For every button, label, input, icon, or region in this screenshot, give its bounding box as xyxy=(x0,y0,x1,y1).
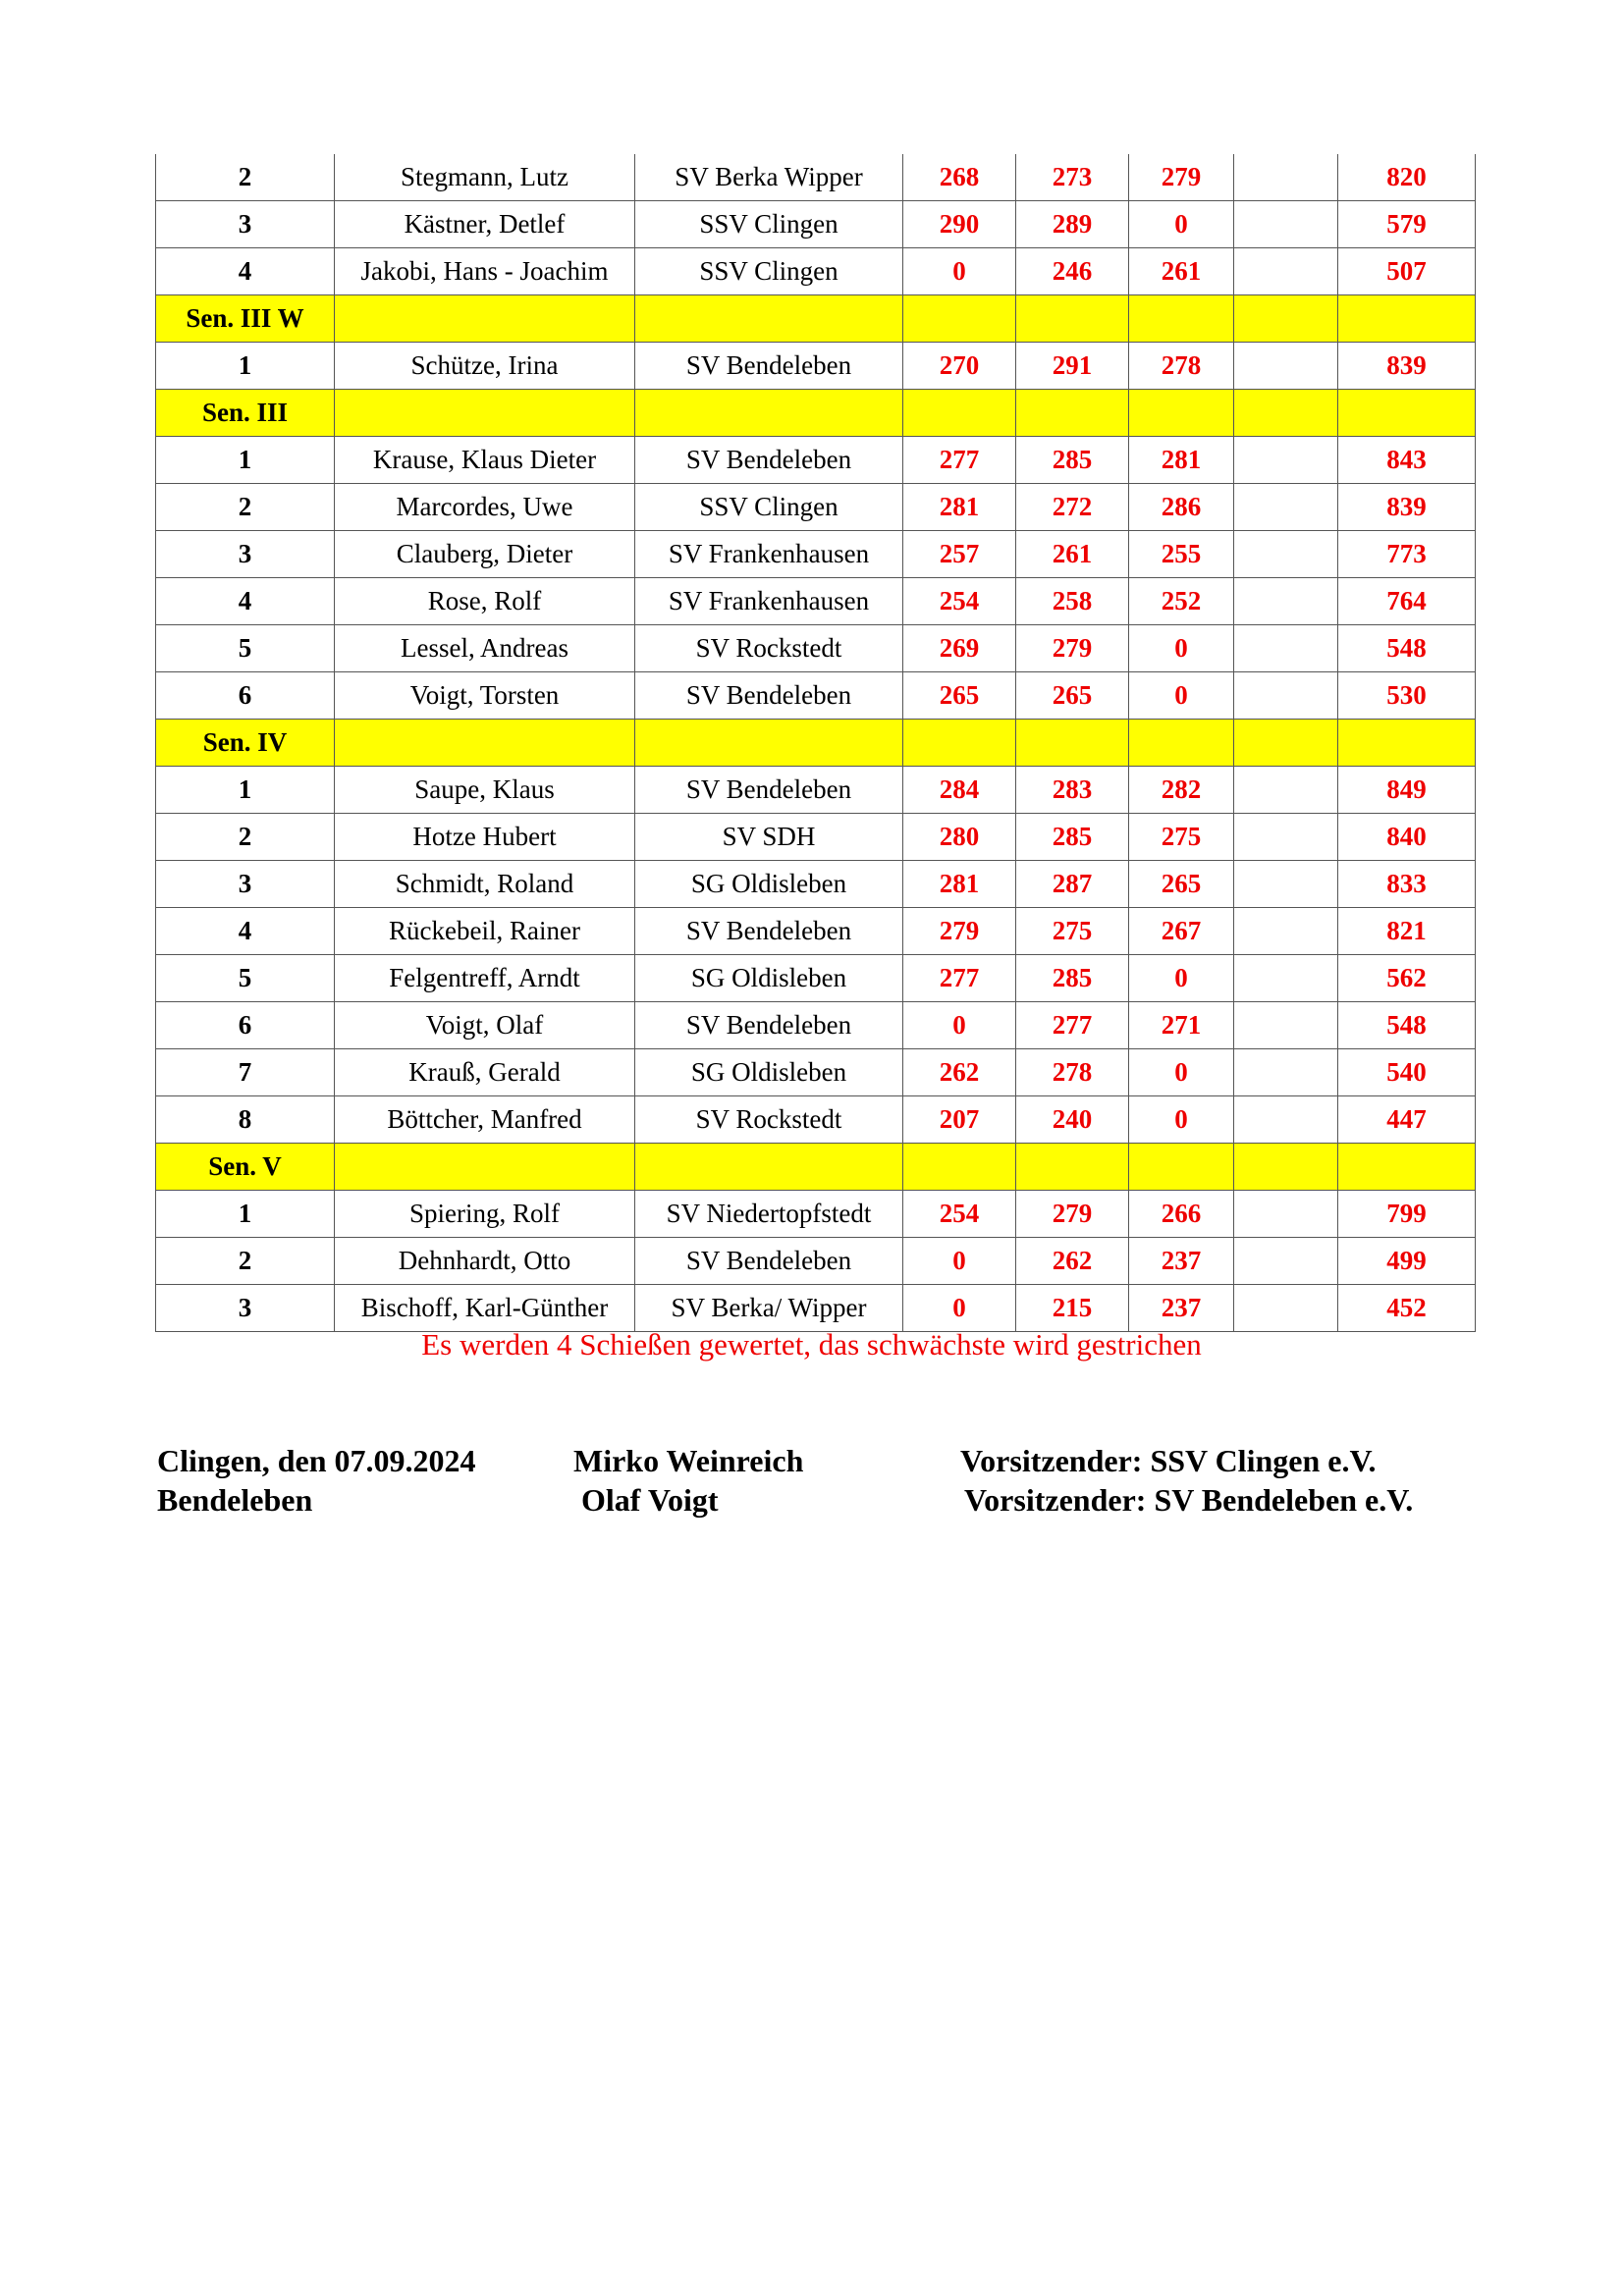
category-empty-cell xyxy=(335,295,635,343)
club-cell: SV Bendeleben xyxy=(635,908,903,955)
place-cell: 6 xyxy=(156,672,335,720)
results-table xyxy=(155,154,1476,1332)
score-1-cell: 281 xyxy=(903,484,1016,531)
score-1-cell: 265 xyxy=(903,672,1016,720)
club-cell: SV Frankenhausen xyxy=(635,531,903,578)
place-cell: 2 xyxy=(156,814,335,861)
total-cell: 764 xyxy=(1338,578,1476,625)
category-empty-cell xyxy=(635,390,903,437)
club-cell: SV Bendeleben xyxy=(635,1238,903,1285)
total-cell: 839 xyxy=(1338,484,1476,531)
shooter-name-cell: Rose, Rolf xyxy=(335,578,635,625)
score-4-cell xyxy=(1234,248,1338,295)
score-4-cell xyxy=(1234,1238,1338,1285)
club-cell: SV Niedertopfstedt xyxy=(635,1191,903,1238)
table-row xyxy=(156,484,1476,531)
shooter-name-cell: Krauß, Gerald xyxy=(335,1049,635,1096)
total-cell: 507 xyxy=(1338,248,1476,295)
total-cell: 562 xyxy=(1338,955,1476,1002)
category-empty-cell xyxy=(635,295,903,343)
club-cell: SSV Clingen xyxy=(635,484,903,531)
table-row xyxy=(156,343,1476,390)
score-4-cell xyxy=(1234,1049,1338,1096)
score-4-cell xyxy=(1234,437,1338,484)
score-3-cell: 0 xyxy=(1129,1049,1234,1096)
score-1-cell: 0 xyxy=(903,248,1016,295)
category-empty-cell xyxy=(335,390,635,437)
shooter-name-cell: Jakobi, Hans - Joachim xyxy=(335,248,635,295)
category-empty-cell xyxy=(1234,720,1338,767)
score-1-cell: 284 xyxy=(903,767,1016,814)
place-cell: 2 xyxy=(156,484,335,531)
score-4-cell xyxy=(1234,578,1338,625)
score-2-cell: 265 xyxy=(1016,672,1129,720)
score-3-cell: 252 xyxy=(1129,578,1234,625)
signature-name-2: Olaf Voigt xyxy=(581,1482,719,1518)
shooter-name-cell: Marcordes, Uwe xyxy=(335,484,635,531)
category-label: Sen. V xyxy=(156,1144,335,1191)
category-empty-cell xyxy=(1129,720,1234,767)
club-cell: SV Bendeleben xyxy=(635,343,903,390)
score-2-cell: 272 xyxy=(1016,484,1129,531)
shooter-name-cell: Schmidt, Roland xyxy=(335,861,635,908)
score-4-cell xyxy=(1234,1002,1338,1049)
score-1-cell: 262 xyxy=(903,1049,1016,1096)
place-cell: 3 xyxy=(156,1285,335,1332)
score-1-cell: 0 xyxy=(903,1238,1016,1285)
score-1-cell: 290 xyxy=(903,201,1016,248)
score-4-cell xyxy=(1234,672,1338,720)
score-3-cell: 0 xyxy=(1129,625,1234,672)
club-cell: SV Berka/ Wipper xyxy=(635,1285,903,1332)
club-cell: SV Frankenhausen xyxy=(635,578,903,625)
table-row xyxy=(156,154,1476,201)
score-1-cell: 257 xyxy=(903,531,1016,578)
score-3-cell: 0 xyxy=(1129,672,1234,720)
score-2-cell: 278 xyxy=(1016,1049,1129,1096)
score-4-cell xyxy=(1234,1096,1338,1144)
table-row xyxy=(156,248,1476,295)
total-cell: 540 xyxy=(1338,1049,1476,1096)
score-1-cell: 269 xyxy=(903,625,1016,672)
score-4-cell xyxy=(1234,484,1338,531)
category-label: Sen. III xyxy=(156,390,335,437)
category-empty-cell xyxy=(1338,720,1476,767)
category-empty-cell xyxy=(903,295,1016,343)
category-empty-cell xyxy=(635,1144,903,1191)
table-row xyxy=(156,1096,1476,1144)
table-row xyxy=(156,437,1476,484)
table-row xyxy=(156,672,1476,720)
category-empty-cell xyxy=(1338,390,1476,437)
score-2-cell: 291 xyxy=(1016,343,1129,390)
signature-place-date-1: Clingen, den 07.09.2024 xyxy=(157,1443,476,1478)
score-3-cell: 265 xyxy=(1129,861,1234,908)
place-cell: 1 xyxy=(156,343,335,390)
score-3-cell: 279 xyxy=(1129,154,1234,201)
place-cell: 6 xyxy=(156,1002,335,1049)
total-cell: 799 xyxy=(1338,1191,1476,1238)
total-cell: 821 xyxy=(1338,908,1476,955)
total-cell: 548 xyxy=(1338,625,1476,672)
score-2-cell: 273 xyxy=(1016,154,1129,201)
place-cell: 4 xyxy=(156,908,335,955)
score-2-cell: 289 xyxy=(1016,201,1129,248)
total-cell: 447 xyxy=(1338,1096,1476,1144)
category-empty-cell xyxy=(1016,1144,1129,1191)
table-row xyxy=(156,578,1476,625)
score-3-cell: 286 xyxy=(1129,484,1234,531)
score-4-cell xyxy=(1234,343,1338,390)
shooter-name-cell: Rückebeil, Rainer xyxy=(335,908,635,955)
total-cell: 452 xyxy=(1338,1285,1476,1332)
score-3-cell: 267 xyxy=(1129,908,1234,955)
shooter-name-cell: Voigt, Torsten xyxy=(335,672,635,720)
score-2-cell: 287 xyxy=(1016,861,1129,908)
score-1-cell: 254 xyxy=(903,578,1016,625)
category-empty-cell xyxy=(903,390,1016,437)
category-empty-cell xyxy=(1016,720,1129,767)
table-row xyxy=(156,861,1476,908)
score-2-cell: 246 xyxy=(1016,248,1129,295)
score-3-cell: 281 xyxy=(1129,437,1234,484)
place-cell: 1 xyxy=(156,437,335,484)
shooter-name-cell: Clauberg, Dieter xyxy=(335,531,635,578)
score-2-cell: 258 xyxy=(1016,578,1129,625)
score-1-cell: 0 xyxy=(903,1285,1016,1332)
scoring-note: Es werden 4 Schießen gewertet, das schwächste wird gestrichen xyxy=(421,1327,1202,1362)
score-3-cell: 282 xyxy=(1129,767,1234,814)
category-row xyxy=(156,1144,1476,1191)
score-1-cell: 281 xyxy=(903,861,1016,908)
shooter-name-cell: Schütze, Irina xyxy=(335,343,635,390)
club-cell: SV Bendeleben xyxy=(635,767,903,814)
score-3-cell: 0 xyxy=(1129,201,1234,248)
shooter-name-cell: Hotze Hubert xyxy=(335,814,635,861)
shooter-name-cell: Stegmann, Lutz xyxy=(335,154,635,201)
place-cell: 1 xyxy=(156,767,335,814)
club-cell: SV Bendeleben xyxy=(635,672,903,720)
total-cell: 548 xyxy=(1338,1002,1476,1049)
score-2-cell: 215 xyxy=(1016,1285,1129,1332)
table-row xyxy=(156,955,1476,1002)
table-row xyxy=(156,1238,1476,1285)
shooter-name-cell: Bischoff, Karl-Günther xyxy=(335,1285,635,1332)
table-row xyxy=(156,1002,1476,1049)
score-3-cell: 266 xyxy=(1129,1191,1234,1238)
score-4-cell xyxy=(1234,531,1338,578)
score-3-cell: 237 xyxy=(1129,1285,1234,1332)
table-row xyxy=(156,531,1476,578)
results-table-body xyxy=(156,154,1476,1332)
score-3-cell: 255 xyxy=(1129,531,1234,578)
total-cell: 499 xyxy=(1338,1238,1476,1285)
score-3-cell: 278 xyxy=(1129,343,1234,390)
category-empty-cell xyxy=(1338,295,1476,343)
signature-name-1: Mirko Weinreich xyxy=(573,1443,804,1478)
score-2-cell: 285 xyxy=(1016,814,1129,861)
place-cell: 2 xyxy=(156,1238,335,1285)
category-label: Sen. IV xyxy=(156,720,335,767)
table-row xyxy=(156,625,1476,672)
table-row xyxy=(156,1285,1476,1332)
category-empty-cell xyxy=(903,1144,1016,1191)
category-row xyxy=(156,390,1476,437)
total-cell: 849 xyxy=(1338,767,1476,814)
signature-place-date-2: Bendeleben xyxy=(157,1482,313,1518)
score-1-cell: 279 xyxy=(903,908,1016,955)
table-row xyxy=(156,1191,1476,1238)
club-cell: SV SDH xyxy=(635,814,903,861)
category-empty-cell xyxy=(1234,390,1338,437)
club-cell: SSV Clingen xyxy=(635,201,903,248)
place-cell: 5 xyxy=(156,625,335,672)
signature-role-1: Vorsitzender: SSV Clingen e.V. xyxy=(960,1443,1377,1478)
category-empty-cell xyxy=(1129,390,1234,437)
score-4-cell xyxy=(1234,154,1338,201)
table-row xyxy=(156,201,1476,248)
score-1-cell: 277 xyxy=(903,437,1016,484)
score-2-cell: 277 xyxy=(1016,1002,1129,1049)
category-row xyxy=(156,295,1476,343)
place-cell: 3 xyxy=(156,531,335,578)
score-1-cell: 254 xyxy=(903,1191,1016,1238)
table-row xyxy=(156,1049,1476,1096)
score-2-cell: 285 xyxy=(1016,955,1129,1002)
club-cell: SG Oldisleben xyxy=(635,861,903,908)
club-cell: SG Oldisleben xyxy=(635,955,903,1002)
score-4-cell xyxy=(1234,201,1338,248)
place-cell: 5 xyxy=(156,955,335,1002)
score-4-cell xyxy=(1234,955,1338,1002)
score-2-cell: 275 xyxy=(1016,908,1129,955)
club-cell: SG Oldisleben xyxy=(635,1049,903,1096)
score-2-cell: 285 xyxy=(1016,437,1129,484)
category-empty-cell xyxy=(335,1144,635,1191)
category-empty-cell xyxy=(1129,295,1234,343)
category-empty-cell xyxy=(1234,1144,1338,1191)
total-cell: 579 xyxy=(1338,201,1476,248)
club-cell: SV Rockstedt xyxy=(635,625,903,672)
club-cell: SV Bendeleben xyxy=(635,1002,903,1049)
score-1-cell: 207 xyxy=(903,1096,1016,1144)
place-cell: 4 xyxy=(156,248,335,295)
score-2-cell: 279 xyxy=(1016,1191,1129,1238)
place-cell: 3 xyxy=(156,861,335,908)
score-1-cell: 277 xyxy=(903,955,1016,1002)
table-row xyxy=(156,814,1476,861)
score-2-cell: 283 xyxy=(1016,767,1129,814)
shooter-name-cell: Böttcher, Manfred xyxy=(335,1096,635,1144)
place-cell: 3 xyxy=(156,201,335,248)
category-empty-cell xyxy=(335,720,635,767)
shooter-name-cell: Dehnhardt, Otto xyxy=(335,1238,635,1285)
club-cell: SV Rockstedt xyxy=(635,1096,903,1144)
score-3-cell: 237 xyxy=(1129,1238,1234,1285)
club-cell: SV Bendeleben xyxy=(635,437,903,484)
shooter-name-cell: Spiering, Rolf xyxy=(335,1191,635,1238)
score-1-cell: 0 xyxy=(903,1002,1016,1049)
place-cell: 4 xyxy=(156,578,335,625)
shooter-name-cell: Krause, Klaus Dieter xyxy=(335,437,635,484)
total-cell: 820 xyxy=(1338,154,1476,201)
score-3-cell: 275 xyxy=(1129,814,1234,861)
shooter-name-cell: Lessel, Andreas xyxy=(335,625,635,672)
score-1-cell: 280 xyxy=(903,814,1016,861)
total-cell: 839 xyxy=(1338,343,1476,390)
score-4-cell xyxy=(1234,1285,1338,1332)
score-4-cell xyxy=(1234,625,1338,672)
score-3-cell: 0 xyxy=(1129,1096,1234,1144)
category-empty-cell xyxy=(903,720,1016,767)
total-cell: 773 xyxy=(1338,531,1476,578)
category-empty-cell xyxy=(1016,295,1129,343)
place-cell: 7 xyxy=(156,1049,335,1096)
place-cell: 1 xyxy=(156,1191,335,1238)
total-cell: 840 xyxy=(1338,814,1476,861)
score-3-cell: 0 xyxy=(1129,955,1234,1002)
score-3-cell: 261 xyxy=(1129,248,1234,295)
score-2-cell: 261 xyxy=(1016,531,1129,578)
category-empty-cell xyxy=(635,720,903,767)
category-empty-cell xyxy=(1338,1144,1476,1191)
score-4-cell xyxy=(1234,814,1338,861)
score-1-cell: 270 xyxy=(903,343,1016,390)
category-empty-cell xyxy=(1129,1144,1234,1191)
club-cell: SV Berka Wipper xyxy=(635,154,903,201)
total-cell: 530 xyxy=(1338,672,1476,720)
score-4-cell xyxy=(1234,908,1338,955)
shooter-name-cell: Felgentreff, Arndt xyxy=(335,955,635,1002)
table-row xyxy=(156,908,1476,955)
shooter-name-cell: Voigt, Olaf xyxy=(335,1002,635,1049)
shooter-name-cell: Saupe, Klaus xyxy=(335,767,635,814)
category-empty-cell xyxy=(1016,390,1129,437)
signature-role-2: Vorsitzender: SV Bendeleben e.V. xyxy=(964,1482,1414,1518)
category-label: Sen. III W xyxy=(156,295,335,343)
score-4-cell xyxy=(1234,861,1338,908)
club-cell: SSV Clingen xyxy=(635,248,903,295)
total-cell: 843 xyxy=(1338,437,1476,484)
category-empty-cell xyxy=(1234,295,1338,343)
score-2-cell: 240 xyxy=(1016,1096,1129,1144)
table-row xyxy=(156,767,1476,814)
score-4-cell xyxy=(1234,767,1338,814)
score-4-cell xyxy=(1234,1191,1338,1238)
score-2-cell: 262 xyxy=(1016,1238,1129,1285)
place-cell: 8 xyxy=(156,1096,335,1144)
score-3-cell: 271 xyxy=(1129,1002,1234,1049)
place-cell: 2 xyxy=(156,154,335,201)
category-row xyxy=(156,720,1476,767)
score-1-cell: 268 xyxy=(903,154,1016,201)
score-2-cell: 279 xyxy=(1016,625,1129,672)
total-cell: 833 xyxy=(1338,861,1476,908)
shooter-name-cell: Kästner, Detlef xyxy=(335,201,635,248)
